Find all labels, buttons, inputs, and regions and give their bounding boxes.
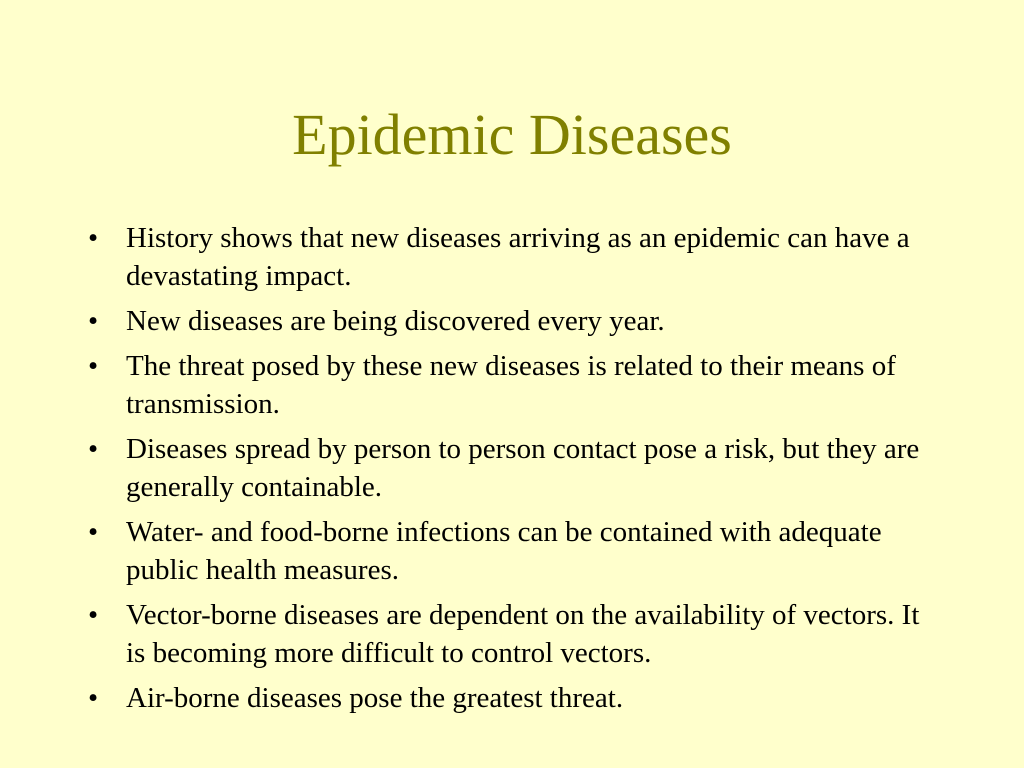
bullet-dot-icon: • [88,305,99,337]
slide-title: Epidemic Diseases [292,102,732,167]
bullet-item [80,347,930,423]
bullet-item [80,302,930,340]
bullet-item [80,430,930,506]
bullet-text: History shows that new diseases arriving as an epidemic can have a devastating impact. [126,222,910,292]
bullet-dot-icon: • [88,433,99,465]
bullet-text: New diseases are being discovered every year. [126,305,665,337]
bullet-dot-icon: • [88,599,99,631]
bullet-dot-icon: • [88,682,99,714]
bullet-list [80,219,930,724]
bullet-text: Air-borne diseases pose the greatest threat. [126,682,624,714]
bullet-dot-icon: • [88,516,99,548]
bullet-item [80,596,930,672]
bullet-item [80,679,930,717]
bullet-dot-icon: • [88,222,99,254]
bullet-text: Water- and food-borne infections can be contained with adequate public health measures. [126,516,882,586]
bullet-item [80,219,930,295]
bullet-text: The threat posed by these new diseases is related to their means of transmission. [126,350,896,420]
bullet-text: Diseases spread by person to person contact pose a risk, but they are generally containable. [126,433,920,503]
bullet-item [80,513,930,589]
bullet-dot-icon: • [88,350,99,382]
bullet-text: Vector-borne diseases are dependent on the availability of vectors. It is becoming more difficult to control vectors. [126,599,920,669]
